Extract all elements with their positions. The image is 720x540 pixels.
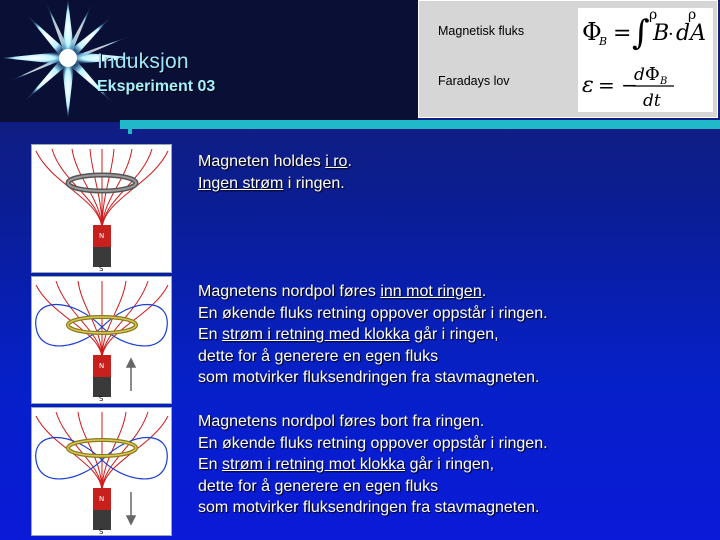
formula-equations bbox=[578, 0, 713, 118]
text-span: Magneten holdes bbox=[198, 153, 326, 170]
underlined-term: inn mot ringen bbox=[380, 283, 482, 300]
svg-text:dt: dt bbox=[643, 91, 661, 111]
svg-text:∫: ∫ bbox=[632, 13, 650, 53]
svg-text:dA: dA bbox=[676, 21, 706, 46]
text-line: dette for å generere en egen fluks bbox=[198, 347, 439, 365]
faraday-label: Faradays lov bbox=[438, 74, 510, 88]
svg-text:·: · bbox=[668, 24, 674, 45]
pole-n-label: N bbox=[99, 232, 105, 240]
text-span: En bbox=[198, 456, 223, 473]
page-subtitle: Eksperiment 03 bbox=[97, 78, 216, 95]
svg-text:d: d bbox=[634, 65, 645, 85]
text-line: Magnetens nordpol føres bort fra ringen. bbox=[198, 413, 485, 430]
svg-text:ρ: ρ bbox=[649, 7, 658, 23]
svg-text:B: B bbox=[660, 76, 668, 87]
text-line: som motvirker fluksendringen fra stavmagneten. bbox=[198, 499, 540, 516]
magnet-at-rest-diagram-icon bbox=[32, 145, 171, 272]
text-line bbox=[198, 151, 352, 173]
panel-magnet-at-rest bbox=[31, 144, 172, 273]
svg-text:= −: = − bbox=[598, 73, 638, 97]
page-title: Induksjon bbox=[97, 50, 189, 73]
pole-s-label: S bbox=[99, 265, 104, 272]
magnet-receding-ring-diagram-icon bbox=[32, 408, 171, 535]
text-span: . bbox=[347, 153, 352, 170]
text-line bbox=[198, 281, 548, 303]
svg-text:Φ: Φ bbox=[582, 18, 602, 46]
text-block-receding bbox=[198, 411, 548, 519]
text-line: En økende fluks retning oppover oppstår i ringen. bbox=[198, 434, 548, 452]
pole-n-label: N bbox=[99, 362, 105, 370]
text-span: i ringen. bbox=[283, 174, 345, 192]
svg-text:Φ: Φ bbox=[645, 64, 660, 85]
text-block-at-rest bbox=[198, 151, 352, 194]
underlined-term: i ro bbox=[325, 153, 348, 170]
text-line: som motvirker fluksendringen fra stavmagneten. bbox=[198, 369, 540, 386]
svg-text:B: B bbox=[599, 35, 608, 48]
panel-magnet-approaching bbox=[31, 276, 172, 404]
text-line: En økende fluks retning oppover oppstår i ringen. bbox=[198, 304, 548, 322]
pole-n-label: N bbox=[99, 495, 105, 503]
panel-magnet-receding bbox=[31, 407, 172, 536]
text-block-approaching bbox=[198, 281, 548, 389]
text-span: En bbox=[198, 326, 223, 343]
text-span: Magnetens nordpol føres bbox=[198, 283, 381, 300]
header-divider-tick bbox=[128, 120, 132, 134]
text-line: dette for å generere en egen fluks bbox=[198, 477, 439, 495]
pole-s-label: S bbox=[99, 395, 104, 403]
text-span: går i ringen, bbox=[409, 326, 499, 343]
pole-s-label: S bbox=[99, 528, 104, 535]
header-divider bbox=[120, 120, 720, 129]
flux-label: Magnetisk fluks bbox=[438, 24, 525, 38]
svg-text:B: B bbox=[653, 21, 670, 46]
text-line bbox=[198, 454, 548, 476]
underlined-term: strøm i retning med klokka bbox=[222, 326, 410, 343]
svg-text:=: = bbox=[613, 21, 632, 46]
text-span: . bbox=[481, 283, 487, 300]
magnet-approaching-ring-diagram-icon bbox=[32, 277, 171, 403]
text-line bbox=[198, 173, 352, 195]
underlined-term: Ingen strøm bbox=[198, 174, 284, 192]
svg-text:ρ: ρ bbox=[688, 7, 697, 23]
underlined-term: strøm i retning mot klokka bbox=[222, 456, 406, 473]
text-line bbox=[198, 324, 548, 346]
svg-text:ε: ε bbox=[582, 73, 594, 98]
text-span: går i ringen, bbox=[405, 456, 495, 473]
